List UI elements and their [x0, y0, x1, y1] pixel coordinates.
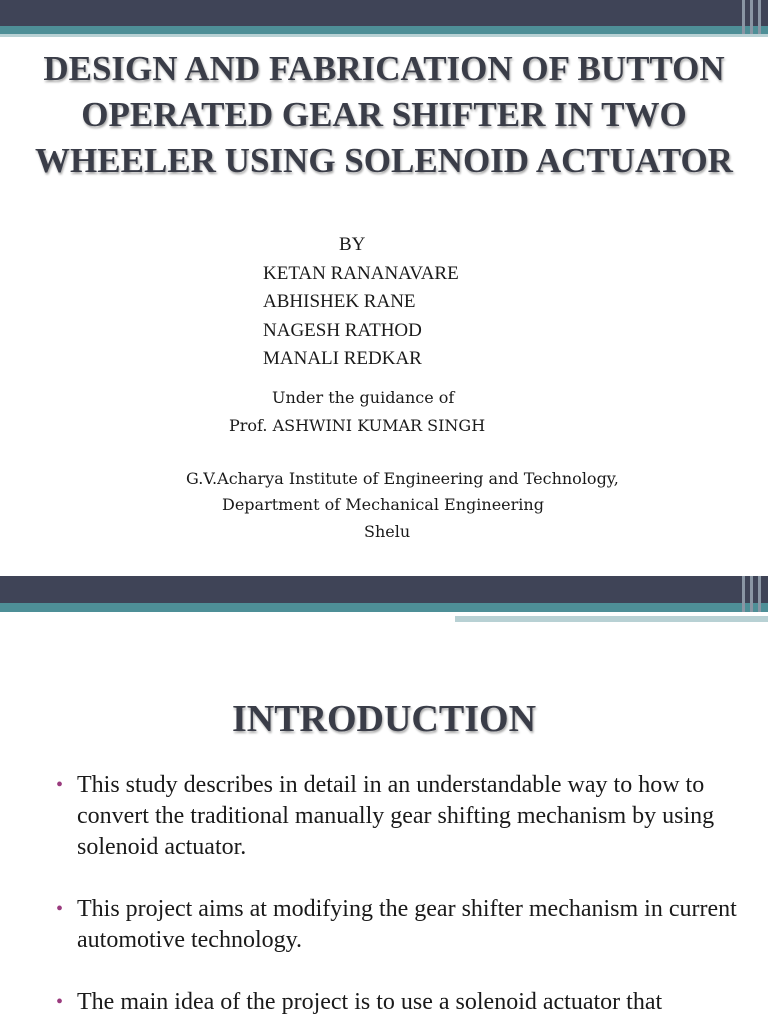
- author-name: ABHISHEK RANE: [263, 291, 416, 312]
- department-name: Department of Mechanical Engineering: [222, 495, 544, 514]
- bullet-text: This project aims at modifying the gear shifter mechanism in current automotive technology.: [77, 896, 737, 953]
- bullet-item: [56, 987, 746, 1018]
- bullet-dot-icon: •: [56, 774, 64, 796]
- institute-name: G.V.Acharya Institute of Engineering and Technology,: [186, 469, 619, 488]
- bullet-dot-icon: •: [56, 898, 64, 920]
- author-name: NAGESH RATHOD: [263, 320, 422, 341]
- bullet-item: [56, 770, 746, 863]
- guidance-label: Under the guidance of: [272, 388, 455, 407]
- bullet-text: The main idea of the project is to use a solenoid actuator that: [77, 989, 663, 1015]
- location-name: Shelu: [364, 522, 411, 541]
- author-name: MANALI REDKAR: [263, 348, 422, 369]
- bottom-footer-band: [0, 576, 768, 628]
- bullet-text: This study describes in detail in an understandable way to how to convert the traditional manually gear shifting mechanism by using solenoid actuator.: [77, 772, 715, 860]
- bullet-list: [56, 770, 746, 1018]
- bullet-dot-icon: •: [56, 991, 64, 1013]
- top-header-band: [0, 0, 768, 40]
- author-name: KETAN RANANAVARE: [263, 263, 459, 284]
- section-title: INTRODUCTION: [231, 698, 537, 740]
- bullet-item: [56, 894, 746, 956]
- slide-title: DESIGN AND FABRICATION OF BUTTON OPERATED GEAR SHIFTER IN TWO WHEELER USING SOLENOID ACTUATOR: [35, 49, 733, 180]
- guide-name: Prof. ASHWINI KUMAR SINGH: [229, 416, 486, 435]
- by-label: BY: [339, 234, 366, 255]
